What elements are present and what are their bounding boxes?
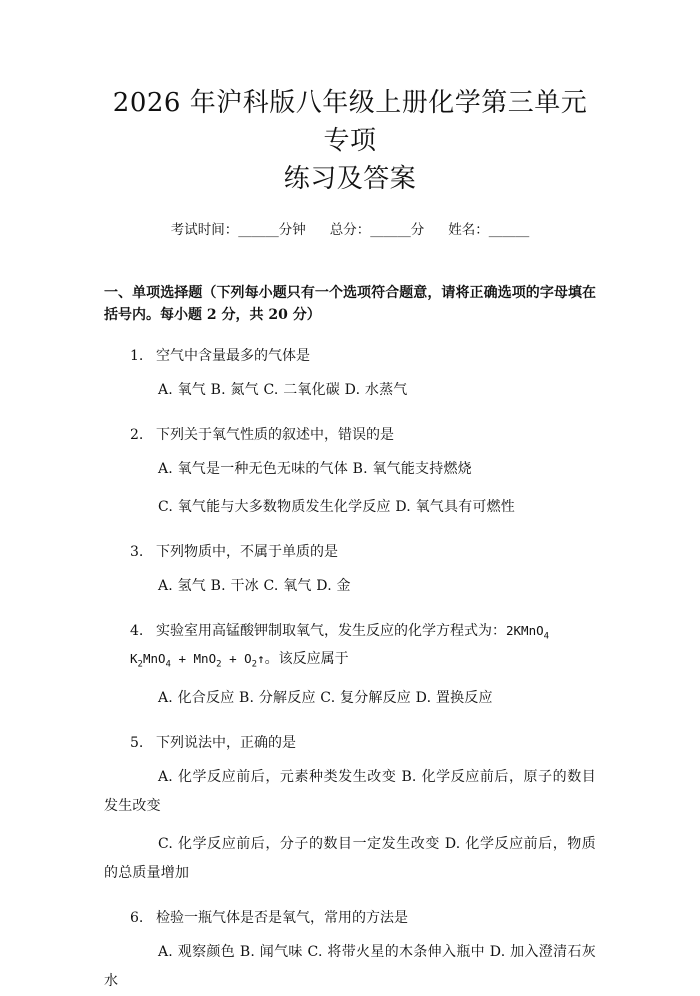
question-number: 3. <box>130 544 144 560</box>
question-text: 空气中含量最多的气体是 <box>156 348 310 364</box>
question-options: A. 观察颜色 B. 闻气味 C. 将带火星的木条伸入瓶中 D. 加入澄清石灰水 <box>104 944 596 989</box>
name-blank: ______ <box>488 222 530 238</box>
exam-meta-line <box>104 220 596 240</box>
question-options: A. 氧气是一种无色无味的气体 B. 氧气能支持燃烧 <box>158 461 472 477</box>
question-text-tail: 。该反应属于 <box>264 650 349 667</box>
question-stem-equation <box>104 620 596 675</box>
question-options: A. 化学反应前后，元素种类发生改变 B. 化学反应前后，原子的数目发生改变 <box>104 769 596 814</box>
score-unit: 分 <box>410 222 425 238</box>
document-page <box>0 84 700 989</box>
question-stem <box>104 424 596 446</box>
question-stem <box>104 541 596 563</box>
section-heading: 一、单项选择题（下列每小题只有一个选项符合题意，请将正确选项的字母填在括号内。每小题 2 分，共 20 分） <box>104 285 596 323</box>
question-number: 1. <box>130 348 144 364</box>
question-options: A. 化合反应 B. 分解反应 C. 复分解反应 D. 置换反应 <box>158 690 493 706</box>
name-label: 姓名： <box>448 222 489 238</box>
score-label: 总分： <box>329 222 371 238</box>
time-label: 考试时间： <box>170 222 239 238</box>
question-number: 6. <box>130 910 144 926</box>
question-options: A. 氢气 B. 干冰 C. 氧气 D. 金 <box>158 578 351 594</box>
question-stem <box>104 732 596 754</box>
question-number: 2. <box>130 427 144 443</box>
question-options: A. 氧气 B. 氮气 C. 二氧化碳 D. 水蒸气 <box>158 382 408 398</box>
question-text: 下列关于氧气性质的叙述中，错误的是 <box>156 427 394 443</box>
question-text: 检验一瓶气体是否是氧气，常用的方法是 <box>156 910 408 926</box>
title-line-2: 练习及答案 <box>283 164 417 194</box>
score-blank: ______ <box>370 222 411 238</box>
document-title <box>104 84 596 198</box>
question-options: C. 化学反应前后，分子的数目一定发生改变 D. 化学反应前后，物质的总质量增加 <box>104 836 596 881</box>
time-unit: 分钟 <box>278 222 306 238</box>
question-text: 下列物质中，不属于单质的是 <box>156 544 338 560</box>
time-blank: ______ <box>238 222 279 238</box>
question-text: 下列说法中，正确的是 <box>156 735 296 751</box>
question-options: C. 氧气能与大多数物质发生化学反应 D. 氧气具有可燃性 <box>158 499 515 515</box>
question-number: 4. <box>130 623 144 639</box>
chemical-equation: 2KMnO$_4$ $K_2MnO_4 + MnO_2$ + $O_2↑$ <box>130 623 550 669</box>
question-number: 5. <box>130 735 144 751</box>
title-line-1: 2026 年沪科版八年级上册化学第三单元专项 <box>112 88 588 156</box>
question-stem <box>104 907 596 929</box>
question-stem <box>104 345 596 367</box>
question-text: 实验室用高锰酸钾制取氧气，发生反应的化学方程式为： <box>156 623 506 639</box>
